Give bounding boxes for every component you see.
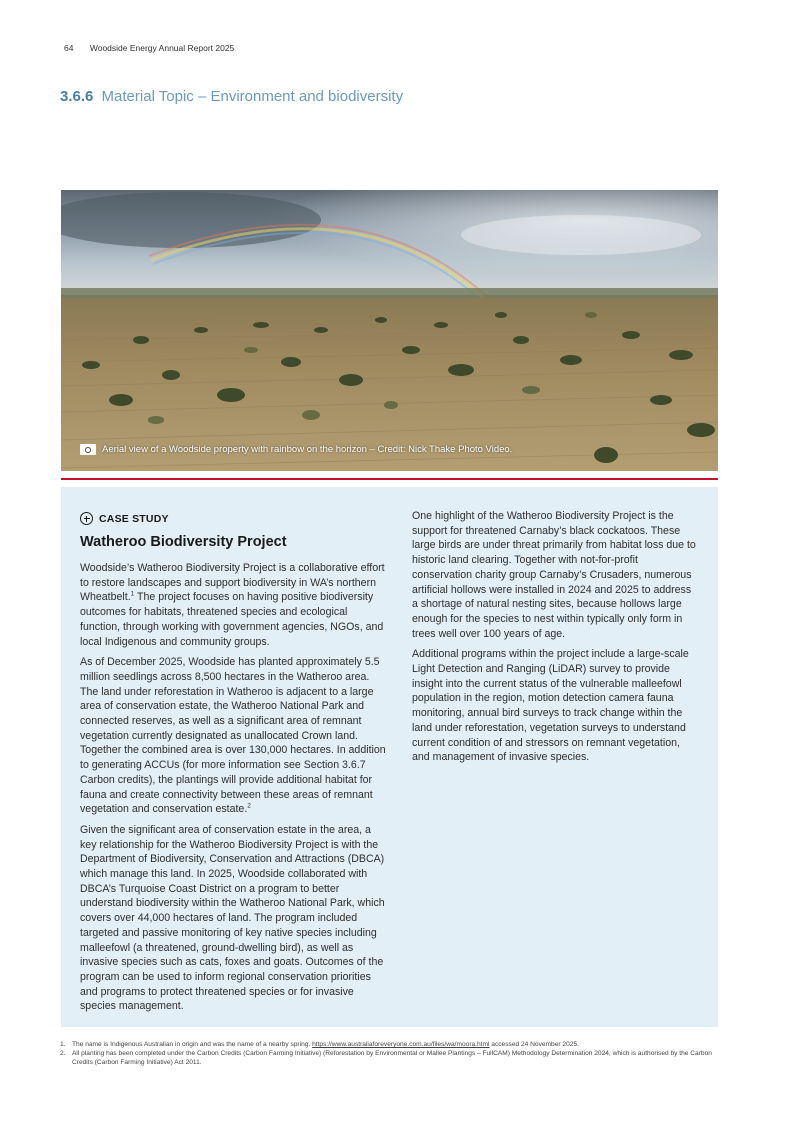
section-number: 3.6.6: [60, 88, 94, 105]
footnote-1: 1. The name is Indigenous Australian in origin and was the name of a nearby spring. https://www.australiaforeveryone.com.au/files/wa/moora.html accessed 24 November 2025.: [60, 1041, 579, 1048]
report-title: Woodside Energy Annual Report 2025: [89, 43, 235, 53]
footnote-link[interactable]: https://www.australiaforeveryone.com.au/files/wa/moora.html: [312, 1041, 490, 1048]
divider: [61, 478, 718, 480]
landscape-illustration: [61, 190, 718, 471]
camera-icon: [80, 444, 96, 455]
case-study-label: [80, 512, 388, 525]
aerial-photo: [61, 190, 718, 471]
paragraph-3: Given the significant area of conservation estate in the area, a key relationship for the Watheroo Biodiversity Project is with the Department of Biodiversity, Conservation and Attractions (DBCA) which manage this land. In 2025, Woodside collaborated with DBCA’s Turquoise Coast District on a program to better understand biodiversity within the Watheroo National Park, which covers over 44,000 hectares of land. The program included targeted and passive monitoring of key native species including malleefowl (a threatened, ground-dwelling bird), as well as invasive species such as cats, foxes and goats. Outcomes of the program can be used to inform regional conservation priorities and programs to protect threatened species or for invasive species management.: [80, 823, 385, 1013]
left-column: [80, 512, 388, 1020]
case-study-box: [61, 487, 718, 1027]
footnotes: [60, 1040, 720, 1067]
paragraph-1: Woodside’s Watheroo Biodiversity Project is a collaborative effort to restore landscapes and support biodiversity in WA’s northern Wheatbelt.$^1$ The project focuses on having positive biodiversity outcomes for habitats, threatened species and ecological function, through working with government agencies, NGOs, and local Indigenous and community groups.: [80, 562, 385, 648]
photo-caption-text: Aerial view of a Woodside property with rainbow on the horizon – Credit: Nick Thake Photo Video.: [102, 444, 513, 455]
paragraph-5: Additional programs within the project include a large-scale Light Detection and Ranging (LiDAR) survey to provide insight into the current status of the vulnerable malleefowl population in the region, motion detection camera fauna monitoring, annual bird surveys to track change within the land under reforestation, vegetation surveys to understand current condition of and stressors on remnant vegetation, and management of invasive species.: [412, 648, 689, 764]
footnote-2: 2. All planting has been completed under the Carbon Credits (Carbon Farming Initiative) (Reforestation by Environmental or Mallee Plantings – FullCAM) Methodology Determination 2024, which is authorised by the Carbon Credits (Carbon Farming Initiative) Act 2011.: [60, 1050, 712, 1066]
case-study-title: Watheroo Biodiversity Project: [80, 534, 287, 550]
section-heading: [60, 88, 403, 105]
paragraph-4: One highlight of the Watheroo Biodiversity Project is the support for threatened Carnaby’s black cockatoos. These large birds are under threat primarily from habitat loss due to historic land clearing. Together with not-for-profit conservation charity group Carnaby’s Crusaders, numerous artificial hollows were installed in 2024 and 2025 to address a shortage of natural nesting sites, because hollows large enough for the species to nest within typically only form in trees well over 100 years of age.: [412, 510, 696, 640]
section-title: Material Topic – Environment and biodiversity: [101, 88, 404, 105]
footnote-ref-2: 2: [247, 802, 251, 810]
page-header: [64, 43, 234, 53]
page-number: 64: [64, 43, 74, 53]
footnote-ref-1: 1: [130, 590, 135, 598]
photo-caption: [80, 444, 512, 455]
paragraph-2: As of December 2025, Woodside has planted approximately 5.5 million seedlings across 8,500 hectares in the Watheroo area. The land under reforestation in Watheroo is adjacent to a large area of conservation estate, the Watheroo National Park and connected reserves, as well as a significant area of remnant vegetation currently designated as unallocated Crown land. Together the combined area is over 130,000 hectares. In addition to generating ACCUs (for more information see Section 3.6.7 Carbon credits), the plantings will provide additional habitat for fauna and create connectivity between these areas of remnant vegetation and conservation estate.$^2$: [80, 656, 386, 816]
case-study-label-text: CASE STUDY: [99, 512, 169, 525]
right-column: [412, 509, 697, 771]
plus-circle-icon: [80, 512, 93, 525]
